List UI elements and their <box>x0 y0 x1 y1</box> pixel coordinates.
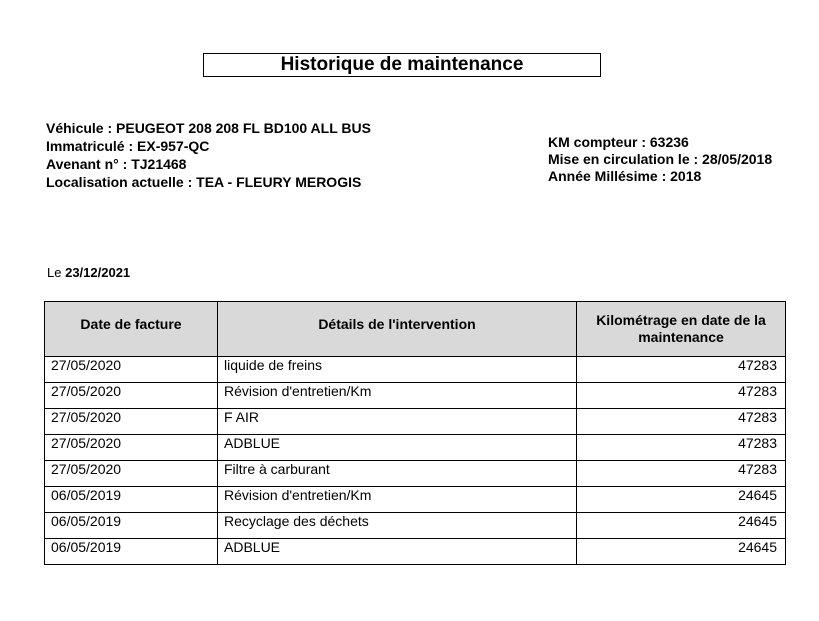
cell-invoice-date: 27/05/2020 <box>45 409 218 435</box>
vehicle-model: Véhicule : PEUGEOT 208 208 FL BD100 ALL BUS <box>46 120 371 136</box>
cell-intervention-detail: Révision d'entretien/Km <box>218 487 577 513</box>
report-date-prefix: Le <box>47 265 62 280</box>
table-row <box>45 513 786 539</box>
cell-mileage: 24645 <box>577 513 786 539</box>
cell-invoice-date: 06/05/2019 <box>45 487 218 513</box>
cell-intervention-detail: Révision d'entretien/Km <box>218 383 577 409</box>
table-row <box>45 487 786 513</box>
cell-mileage: 47283 <box>577 461 786 487</box>
header-invoice-date: Date de facture <box>45 302 218 357</box>
cell-mileage: 47283 <box>577 383 786 409</box>
cell-intervention-detail: F AIR <box>218 409 577 435</box>
table-row <box>45 461 786 487</box>
cell-invoice-date: 27/05/2020 <box>45 383 218 409</box>
report-date-value: 23/12/2021 <box>65 265 131 280</box>
cell-intervention-detail: liquide de freins <box>218 357 577 383</box>
table-row <box>45 409 786 435</box>
cell-intervention-detail: ADBLUE <box>218 435 577 461</box>
vehicle-odometer: KM compteur : 63236 <box>548 134 689 150</box>
vehicle-amendment: Avenant n° : TJ21468 <box>46 156 187 172</box>
table-row <box>45 383 786 409</box>
document-title: Historique de maintenance <box>203 53 601 77</box>
vehicle-registration-date: Mise en circulation le : 28/05/2018 <box>548 151 773 167</box>
vehicle-info-left <box>46 119 371 191</box>
table-row <box>45 539 786 565</box>
cell-invoice-date: 06/05/2019 <box>45 513 218 539</box>
cell-intervention-detail: ADBLUE <box>218 539 577 565</box>
cell-invoice-date: 27/05/2020 <box>45 435 218 461</box>
cell-mileage: 47283 <box>577 357 786 383</box>
cell-invoice-date: 27/05/2020 <box>45 461 218 487</box>
cell-mileage: 24645 <box>577 539 786 565</box>
header-mileage: Kilométrage en date de la maintenance <box>577 302 786 357</box>
cell-mileage: 24645 <box>577 487 786 513</box>
cell-invoice-date: 27/05/2020 <box>45 357 218 383</box>
cell-mileage: 47283 <box>577 435 786 461</box>
vehicle-info-right <box>548 134 772 185</box>
cell-intervention-detail: Filtre à carburant <box>218 461 577 487</box>
header-intervention-details: Détails de l'intervention <box>218 302 577 357</box>
cell-mileage: 47283 <box>577 409 786 435</box>
cell-intervention-detail: Recyclage des déchets <box>218 513 577 539</box>
report-date <box>47 264 130 282</box>
vehicle-registration: Immatriculé : EX-957-QC <box>46 138 210 154</box>
maintenance-table-body <box>45 357 786 565</box>
table-row <box>45 435 786 461</box>
table-row <box>45 357 786 383</box>
maintenance-table <box>44 301 786 565</box>
vehicle-model-year: Année Millésime : 2018 <box>548 168 702 184</box>
table-header-row <box>45 302 786 357</box>
cell-invoice-date: 06/05/2019 <box>45 539 218 565</box>
vehicle-location: Localisation actuelle : TEA - FLEURY MEROGIS <box>46 174 362 190</box>
